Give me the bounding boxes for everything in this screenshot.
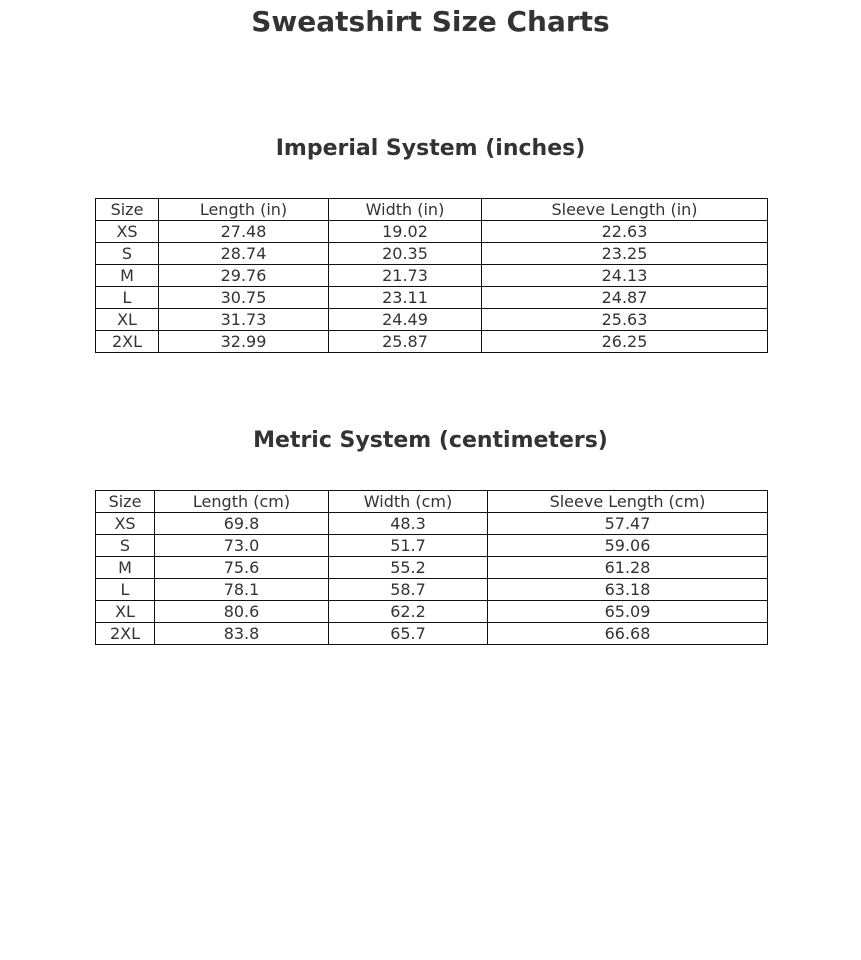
table-cell: 57.47 (488, 513, 768, 535)
table-row (96, 513, 768, 535)
table-cell: 30.75 (159, 287, 329, 309)
metric-size-table (95, 490, 768, 645)
table-row (96, 265, 768, 287)
table-cell: 61.28 (488, 557, 768, 579)
table-cell: 32.99 (159, 331, 329, 353)
table-cell: 23.25 (482, 243, 768, 265)
table-cell: 48.3 (329, 513, 488, 535)
table-cell: 22.63 (482, 221, 768, 243)
table-cell: L (96, 287, 159, 309)
table-cell: 65.7 (329, 623, 488, 645)
table-cell: 63.18 (488, 579, 768, 601)
table-cell: 28.74 (159, 243, 329, 265)
table-cell: XL (96, 309, 159, 331)
column-header: Length (in) (159, 199, 329, 221)
table-cell: M (96, 557, 155, 579)
column-header: Size (96, 491, 155, 513)
column-header: Size (96, 199, 159, 221)
imperial-table-title: Imperial System (inches) (275, 136, 586, 161)
table-header-row (96, 199, 768, 221)
table-header-row (96, 491, 768, 513)
table-cell: 58.7 (329, 579, 488, 601)
table-cell: 24.49 (329, 309, 482, 331)
table-cell: 2XL (96, 331, 159, 353)
table-row (96, 287, 768, 309)
table-row (96, 579, 768, 601)
table-cell: L (96, 579, 155, 601)
column-header: Length (cm) (155, 491, 329, 513)
column-header: Width (in) (329, 199, 482, 221)
table-row (96, 535, 768, 557)
table-cell: 25.87 (329, 331, 482, 353)
table-cell: 24.87 (482, 287, 768, 309)
table-cell: XS (96, 221, 159, 243)
table-cell: 75.6 (155, 557, 329, 579)
table-cell: 26.25 (482, 331, 768, 353)
table-row (96, 623, 768, 645)
table-cell: 55.2 (329, 557, 488, 579)
column-header: Width (cm) (329, 491, 488, 513)
metric-table-title: Metric System (centimeters) (253, 428, 608, 453)
table-cell: 23.11 (329, 287, 482, 309)
table-cell: 25.63 (482, 309, 768, 331)
column-header: Sleeve Length (cm) (488, 491, 768, 513)
column-header: Sleeve Length (in) (482, 199, 768, 221)
table-cell: 73.0 (155, 535, 329, 557)
imperial-size-table (95, 198, 768, 353)
table-row (96, 601, 768, 623)
table-cell: 51.7 (329, 535, 488, 557)
table-row (96, 243, 768, 265)
table-cell: S (96, 243, 159, 265)
table-cell: 62.2 (329, 601, 488, 623)
table-row (96, 557, 768, 579)
table-cell: S (96, 535, 155, 557)
table-cell: XS (96, 513, 155, 535)
table-row (96, 309, 768, 331)
table-cell: 29.76 (159, 265, 329, 287)
table-cell: 27.48 (159, 221, 329, 243)
table-cell: 19.02 (329, 221, 482, 243)
table-cell: 31.73 (159, 309, 329, 331)
table-cell: 69.8 (155, 513, 329, 535)
table-cell: 80.6 (155, 601, 329, 623)
table-row (96, 221, 768, 243)
table-cell: 66.68 (488, 623, 768, 645)
table-cell: XL (96, 601, 155, 623)
table-cell: M (96, 265, 159, 287)
table-row (96, 331, 768, 353)
table-cell: 21.73 (329, 265, 482, 287)
table-cell: 20.35 (329, 243, 482, 265)
table-cell: 83.8 (155, 623, 329, 645)
table-cell: 78.1 (155, 579, 329, 601)
page-title: Sweatshirt Size Charts (251, 5, 610, 38)
table-cell: 24.13 (482, 265, 768, 287)
table-cell: 2XL (96, 623, 155, 645)
table-cell: 59.06 (488, 535, 768, 557)
table-cell: 65.09 (488, 601, 768, 623)
